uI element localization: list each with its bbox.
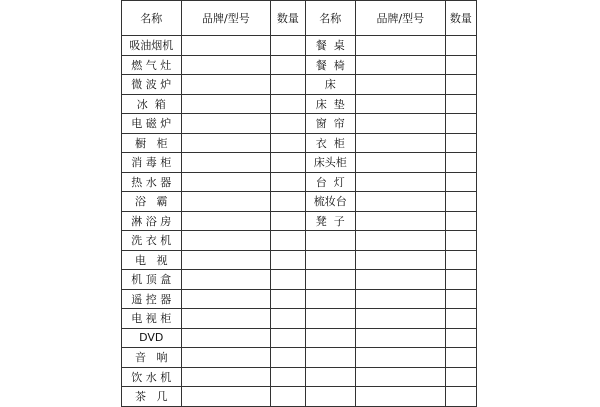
brand-cell-left[interactable] [181, 231, 271, 251]
brand-cell-left[interactable] [181, 94, 271, 114]
header-name-left: 名称 [122, 1, 182, 36]
brand-cell-left[interactable] [181, 211, 271, 231]
item-name-right: 床 垫 [305, 94, 355, 114]
qty-cell-left[interactable] [271, 153, 305, 173]
qty-cell-left[interactable] [271, 133, 305, 153]
brand-cell-left[interactable] [181, 36, 271, 56]
qty-cell-left[interactable] [271, 328, 305, 348]
brand-cell-left[interactable] [181, 348, 271, 368]
item-name-left: 遥 控 器 [122, 289, 182, 309]
qty-cell-left[interactable] [271, 231, 305, 251]
qty-cell-right[interactable] [445, 192, 476, 212]
table-row [122, 153, 477, 173]
brand-cell-left[interactable] [181, 172, 271, 192]
table-row [122, 250, 477, 270]
item-name-left: 洗 衣 机 [122, 231, 182, 251]
item-name-right: 窗 帘 [305, 114, 355, 134]
item-name-left: 燃 气 灶 [122, 55, 182, 75]
brand-cell-right[interactable] [355, 114, 445, 134]
qty-cell-left[interactable] [271, 250, 305, 270]
item-name-right [305, 328, 355, 348]
header-brand-left: 品牌/型号 [181, 1, 271, 36]
brand-cell-left[interactable] [181, 55, 271, 75]
qty-cell-right[interactable] [445, 387, 476, 407]
brand-cell-left[interactable] [181, 309, 271, 329]
qty-cell-right[interactable] [445, 348, 476, 368]
item-name-right [305, 231, 355, 251]
brand-cell-right[interactable] [355, 250, 445, 270]
item-name-right: 床 [305, 75, 355, 95]
brand-cell-left[interactable] [181, 153, 271, 173]
table-row [122, 367, 477, 387]
brand-cell-right[interactable] [355, 94, 445, 114]
table-row [122, 192, 477, 212]
brand-cell-right[interactable] [355, 289, 445, 309]
qty-cell-right[interactable] [445, 94, 476, 114]
brand-cell-left[interactable] [181, 250, 271, 270]
item-name-right [305, 289, 355, 309]
brand-cell-right[interactable] [355, 75, 445, 95]
item-name-left: 吸油烟机 [122, 36, 182, 56]
item-name-right [305, 367, 355, 387]
qty-cell-left[interactable] [271, 172, 305, 192]
qty-cell-right[interactable] [445, 211, 476, 231]
qty-cell-right[interactable] [445, 231, 476, 251]
table-row [122, 348, 477, 368]
item-name-right [305, 270, 355, 290]
brand-cell-right[interactable] [355, 55, 445, 75]
table-row [122, 133, 477, 153]
qty-cell-right[interactable] [445, 114, 476, 134]
item-name-left: 消 毒 柜 [122, 153, 182, 173]
brand-cell-right[interactable] [355, 153, 445, 173]
table-row [122, 75, 477, 95]
qty-cell-left[interactable] [271, 387, 305, 407]
item-name-left: 冰 箱 [122, 94, 182, 114]
header-row [122, 1, 477, 36]
table-row [122, 328, 477, 348]
brand-cell-right[interactable] [355, 367, 445, 387]
qty-cell-left[interactable] [271, 348, 305, 368]
qty-cell-right[interactable] [445, 36, 476, 56]
qty-cell-right[interactable] [445, 75, 476, 95]
qty-cell-left[interactable] [271, 114, 305, 134]
qty-cell-right[interactable] [445, 289, 476, 309]
header-brand-right: 品牌/型号 [355, 1, 445, 36]
qty-cell-left[interactable] [271, 367, 305, 387]
item-name-left: 茶 几 [122, 387, 182, 407]
item-name-right: 餐 椅 [305, 55, 355, 75]
brand-cell-right[interactable] [355, 309, 445, 329]
item-name-right: 台 灯 [305, 172, 355, 192]
qty-cell-left[interactable] [271, 211, 305, 231]
brand-cell-right[interactable] [355, 328, 445, 348]
qty-cell-right[interactable] [445, 250, 476, 270]
item-name-left: 微 波 炉 [122, 75, 182, 95]
qty-cell-left[interactable] [271, 192, 305, 212]
qty-cell-right[interactable] [445, 270, 476, 290]
item-name-right [305, 387, 355, 407]
item-name-left: 饮 水 机 [122, 367, 182, 387]
table-row [122, 55, 477, 75]
brand-cell-left[interactable] [181, 133, 271, 153]
qty-cell-right[interactable] [445, 328, 476, 348]
item-name-right [305, 309, 355, 329]
qty-cell-right[interactable] [445, 133, 476, 153]
qty-cell-left[interactable] [271, 270, 305, 290]
brand-cell-right[interactable] [355, 387, 445, 407]
header-name-right: 名称 [305, 1, 355, 36]
qty-cell-right[interactable] [445, 55, 476, 75]
item-name-right [305, 348, 355, 368]
table-row [122, 172, 477, 192]
header-qty-left: 数量 [271, 1, 305, 36]
qty-cell-left[interactable] [271, 75, 305, 95]
qty-cell-left[interactable] [271, 309, 305, 329]
item-name-left: 电 视 柜 [122, 309, 182, 329]
item-name-right: 梳妆台 [305, 192, 355, 212]
table-row [122, 36, 477, 56]
item-name-left: 音 响 [122, 348, 182, 368]
table-row [122, 231, 477, 251]
brand-cell-left[interactable] [181, 270, 271, 290]
header-qty-right: 数量 [445, 1, 476, 36]
item-name-right: 衣 柜 [305, 133, 355, 153]
table-row [122, 289, 477, 309]
qty-cell-left[interactable] [271, 94, 305, 114]
qty-cell-left[interactable] [271, 55, 305, 75]
inventory-table [121, 0, 477, 407]
brand-cell-right[interactable] [355, 211, 445, 231]
qty-cell-right[interactable] [445, 367, 476, 387]
brand-cell-right[interactable] [355, 172, 445, 192]
item-name-right: 凳 子 [305, 211, 355, 231]
qty-cell-right[interactable] [445, 309, 476, 329]
brand-cell-left[interactable] [181, 328, 271, 348]
brand-cell-left[interactable] [181, 289, 271, 309]
qty-cell-right[interactable] [445, 153, 476, 173]
table-row [122, 387, 477, 407]
brand-cell-left[interactable] [181, 75, 271, 95]
qty-cell-left[interactable] [271, 36, 305, 56]
brand-cell-right[interactable] [355, 231, 445, 251]
table-row [122, 211, 477, 231]
item-name-left: 淋 浴 房 [122, 211, 182, 231]
item-name-left: 电 磁 炉 [122, 114, 182, 134]
table-row [122, 270, 477, 290]
item-name-left: 热 水 器 [122, 172, 182, 192]
item-name-left: 浴 霸 [122, 192, 182, 212]
brand-cell-right[interactable] [355, 36, 445, 56]
item-name-left: 电 视 [122, 250, 182, 270]
brand-cell-right[interactable] [355, 192, 445, 212]
brand-cell-right[interactable] [355, 270, 445, 290]
table-row [122, 114, 477, 134]
item-name-left: 机 顶 盒 [122, 270, 182, 290]
brand-cell-left[interactable] [181, 192, 271, 212]
brand-cell-left[interactable] [181, 387, 271, 407]
item-name-left: DVD [122, 328, 182, 348]
qty-cell-right[interactable] [445, 172, 476, 192]
table-row [122, 309, 477, 329]
table-row [122, 94, 477, 114]
qty-cell-left[interactable] [271, 289, 305, 309]
item-name-right: 餐 桌 [305, 36, 355, 56]
brand-cell-right[interactable] [355, 133, 445, 153]
brand-cell-left[interactable] [181, 367, 271, 387]
brand-cell-left[interactable] [181, 114, 271, 134]
item-name-right: 床头柜 [305, 153, 355, 173]
item-name-right [305, 250, 355, 270]
item-name-left: 橱 柜 [122, 133, 182, 153]
brand-cell-right[interactable] [355, 348, 445, 368]
